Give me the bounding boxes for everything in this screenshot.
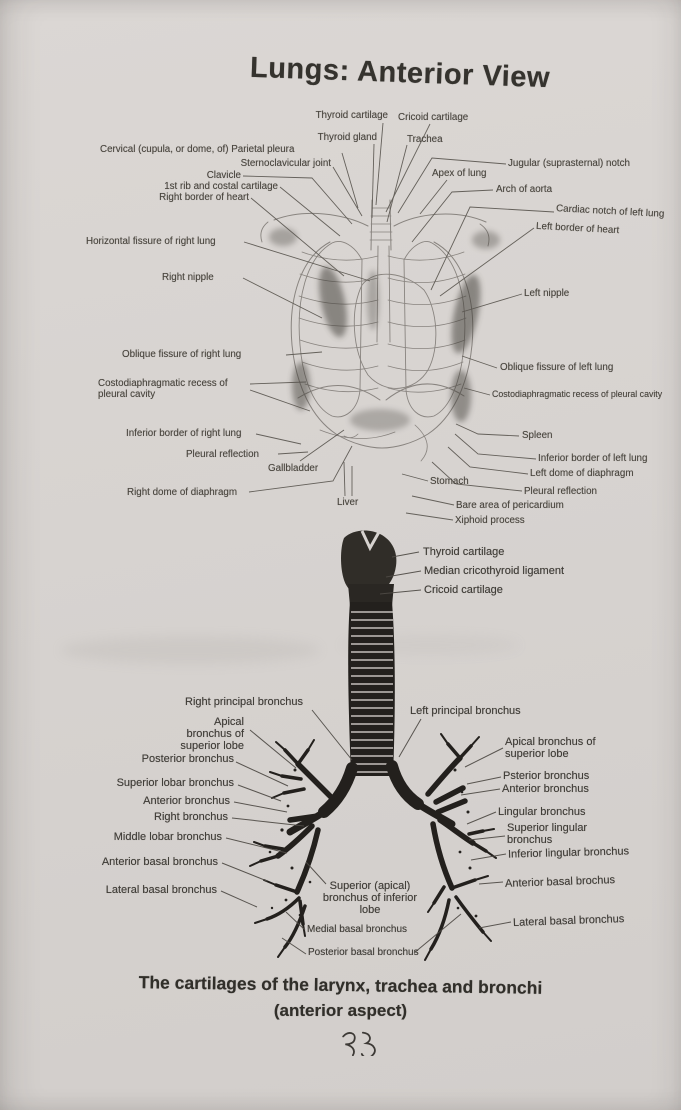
- label-apex-of-lung: Apex of lung: [432, 168, 487, 179]
- scan-smudges: [269, 228, 500, 431]
- label-costodiaphragmatic-recess-right: Costodiaphragmatic recess of pleural cavity: [492, 389, 663, 399]
- label2-left-principal-bronchus: Left principal bronchus: [410, 705, 521, 717]
- label-jugular-notch: Jugular (suprasternal) notch: [508, 158, 630, 169]
- label-right-dome-of-diaphragm: Right dome of diaphragm: [127, 487, 238, 498]
- page-number-glyph: [336, 1026, 386, 1056]
- label2-middle-lobar-bronchus: Middle lobar bronchus: [113, 831, 222, 843]
- label-oblique-fissure-left-lung: Oblique fissure of left lung: [500, 362, 614, 373]
- label2-anterior-bronchus-right: Anterior bronchus: [502, 783, 589, 795]
- label2-right-principal-bronchus: Right principal bronchus: [185, 696, 304, 708]
- label2-median-cricothyroid-ligament: Median cricothyroid ligament: [424, 565, 565, 577]
- label-thyroid-cartilage: Thyroid cartilage: [315, 110, 388, 121]
- page-title: Lungs: Anterior View: [249, 51, 551, 95]
- label2-posterior-bronchus-left: Posterior bronchus: [141, 753, 234, 765]
- label-left-border-of-heart: Left border of heart: [535, 220, 620, 237]
- label-left-nipple: Left nipple: [524, 288, 570, 299]
- label-thyroid-gland: Thyroid gland: [317, 132, 377, 143]
- label-horizontal-fissure-right-lung: Horizontal fissure of right lung: [86, 236, 216, 247]
- figure-caption-line2: (anterior aspect): [273, 1001, 408, 1020]
- label2-posterior-basal-bronchus: Posterior basal bronchus: [308, 947, 419, 958]
- label-gallbladder: Gallbladder: [268, 463, 319, 474]
- label2-apical-bronchus-superior-lobe-left: Apical bronchus of superior lobe: [180, 716, 244, 753]
- figure-caption-line1: The cartilages of the larynx, trachea and bronchi: [138, 972, 543, 998]
- label2-lateral-basal-bronchus-right: Lateral basal bronchus: [512, 913, 625, 929]
- label-right-nipple: Right nipple: [162, 272, 214, 283]
- label-clavicle: Clavicle: [206, 170, 241, 181]
- label-pleural-reflection-left: Pleural reflection: [186, 449, 259, 460]
- label-stomach: Stomach: [430, 476, 469, 487]
- label-bare-area-of-pericardium: Bare area of pericardium: [456, 500, 564, 511]
- label-left-dome-of-diaphragm: Left dome of diaphragm: [530, 468, 634, 479]
- label2-inferior-lingular-bronchus: Inferior lingular bronchus: [507, 845, 630, 861]
- bleed-through-ghost: [60, 635, 520, 664]
- label-arch-of-aorta: Arch of aorta: [496, 184, 553, 195]
- label2-superior-apical-bronchus-inferior-lobe: Superior (apical) bronchus of inferior lobe: [322, 880, 418, 917]
- label2-superior-lingular-bronchus: Superior lingular bronchus: [507, 822, 588, 847]
- label-right-border-of-heart: Right border of heart: [159, 192, 249, 203]
- label2-right-bronchus: Right bronchus: [154, 811, 228, 823]
- label-pleural-reflection-right: Pleural reflection: [524, 486, 597, 497]
- label-liver: Liver: [337, 497, 359, 508]
- label-spleen: Spleen: [522, 430, 553, 441]
- label2-anterior-basal-bronchus-left: Anterior basal bronchus: [101, 856, 218, 868]
- label2-anterior-bronchus-left: Anterior bronchus: [143, 795, 230, 807]
- label-inferior-border-right-lung: Inferior border of right lung: [126, 428, 242, 439]
- label2-anterior-basal-brochus-right: Anterior basal brochus: [504, 874, 616, 890]
- label-inferior-border-left-lung: Inferior border of left lung: [538, 453, 648, 464]
- label2-cricoid-cartilage: Cricoid cartilage: [424, 584, 503, 596]
- leader-lines-fig1: [243, 123, 554, 520]
- label-cardiac-notch-left-lung: Cardiac notch of left lung: [555, 203, 665, 220]
- label-trachea: Trachea: [407, 134, 443, 145]
- label-first-rib-costal-cartilage: 1st rib and costal cartilage: [164, 181, 278, 192]
- label2-thyroid-cartilage: Thyroid cartilage: [423, 546, 505, 558]
- label2-superior-lobar-bronchus: Superior lobar bronchus: [116, 777, 234, 789]
- label-oblique-fissure-right-lung: Oblique fissure of right lung: [122, 349, 242, 360]
- label2-apical-bronchus-superior-lobe-right: Apical bronchus of superior lobe: [505, 736, 596, 761]
- label2-lateral-basal-bronchus-left: Lateral basal bronchus: [105, 884, 217, 896]
- label-xiphoid-process: Xiphoid process: [455, 515, 525, 526]
- label-cervical-parietal-pleura: Cervical (cupula, or dome, of) Parietal pleura: [100, 144, 295, 155]
- label-costodiaphragmatic-recess-left: Costodiaphragmatic recess of pleural cavity: [98, 378, 228, 401]
- label-sternoclavicular-joint: Sternoclavicular joint: [240, 158, 331, 169]
- label2-lingular-bronchus: Lingular bronchus: [498, 806, 586, 818]
- label2-psterior-bronchus: Psterior bronchus: [503, 770, 590, 782]
- label-cricoid-cartilage: Cricoid cartilage: [398, 112, 469, 123]
- label2-medial-basal-bronchus: Medial basal bronchus: [307, 924, 408, 935]
